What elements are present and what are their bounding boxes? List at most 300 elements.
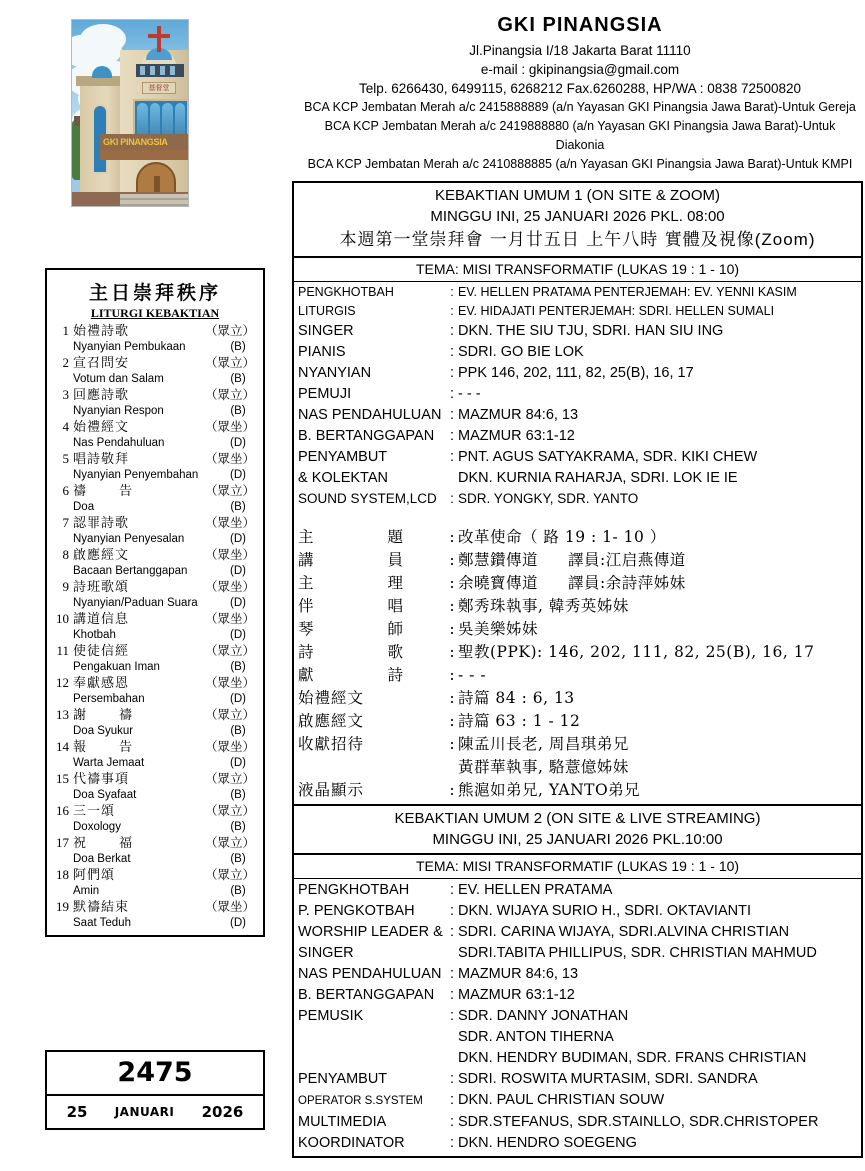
service-detail-row <box>294 964 861 985</box>
liturgy-item-indonesian: Bacaan Bertanggapan <box>73 565 188 577</box>
service-detail-value: EV. HELLEN PRATAMA PENTERJEMAH: EV. YENNI KASIM <box>458 285 797 299</box>
liturgy-order-panel <box>45 268 265 937</box>
service-detail-separator: : <box>449 323 455 339</box>
liturgy-item-indonesian-row <box>53 788 255 803</box>
liturgy-item-posture: （眾立） <box>204 771 255 786</box>
service-detail-value-chinese: 熊滬如弟兄, YANTO弟兄 <box>458 781 641 799</box>
liturgy-item-indonesian-row <box>53 468 255 483</box>
service-detail-row-chinese <box>294 687 861 710</box>
service-detail-separator: : <box>449 574 455 592</box>
liturgy-item-indonesian-row <box>53 404 255 419</box>
service-detail-value-chinese: 黃群華執事, 駱薏億姊妹 <box>458 758 629 776</box>
liturgy-item-language-code: (D) <box>230 597 246 609</box>
church-signage: GKI PINANGSIA <box>100 134 189 150</box>
service-detail-value-chinese: 鄭慧鑽傳道 譯員:江启燕傳道 <box>458 551 686 569</box>
service-detail-label: SINGER <box>298 945 354 961</box>
service-detail-label-chinese <box>298 549 446 572</box>
liturgy-item-indonesian: Nyanyian Penyesalan <box>73 533 185 545</box>
service-detail-label-chinese <box>298 595 446 618</box>
liturgy-item-number: 9 <box>62 579 69 594</box>
service-detail-separator: : <box>449 597 455 615</box>
liturgy-item-posture: （眾坐） <box>204 419 255 434</box>
service1-detail-rows-chinese <box>294 525 861 804</box>
liturgy-item-chinese: 使徒信經 <box>73 644 130 659</box>
liturgy-item-number: 8 <box>62 547 69 562</box>
liturgy-item-chinese: 認罪詩歌 <box>73 516 130 531</box>
liturgy-item-chinese-row <box>53 579 255 596</box>
liturgy-item-language-code: (B) <box>230 373 246 385</box>
liturgy-item-indonesian-row <box>53 724 255 739</box>
service-detail-separator: : <box>449 903 455 919</box>
service-detail-row-chinese <box>294 572 861 595</box>
liturgy-item <box>47 739 263 771</box>
liturgy-item-chinese-row <box>53 867 255 884</box>
service-detail-separator: : <box>449 528 455 546</box>
service-detail-translator-chinese: 譯員:余詩萍姊妹 <box>568 574 686 592</box>
service-detail-separator: : <box>449 449 455 465</box>
liturgy-item-indonesian: Warta Jemaat <box>73 757 145 769</box>
liturgy-item-indonesian: Amin <box>73 885 100 897</box>
liturgy-item-indonesian: Nyanyian Respon <box>73 405 164 417</box>
liturgy-item <box>47 515 263 547</box>
service1-title: KEBAKTIAN UMUM 1 (ON SITE & ZOOM) <box>434 187 721 204</box>
liturgy-item-number: 14 <box>56 739 69 754</box>
liturgy-item-indonesian-row <box>53 628 255 643</box>
service-detail-label-chinese <box>298 641 446 664</box>
service-detail-label: KOORDINATOR <box>298 1135 405 1151</box>
label-char-second: 題 <box>387 528 404 546</box>
service-detail-label: SOUND SYSTEM,LCD <box>298 491 437 506</box>
service-detail-value: SDR.STEFANUS, SDR.STAINLLO, SDR.CHRISTOPER <box>458 1114 819 1130</box>
service-detail-separator: : <box>449 924 455 940</box>
liturgy-item-chinese: 謝 禱 <box>73 708 143 723</box>
liturgy-item <box>47 835 263 867</box>
service-detail-value: SDRI. GO BIE LOK <box>458 344 584 360</box>
service-detail-label: NYANYIAN <box>298 365 372 381</box>
label-char-first: 琴 <box>298 620 315 638</box>
liturgy-item-indonesian: Saat Teduh <box>73 917 131 929</box>
liturgy-item-number: 13 <box>56 707 69 722</box>
liturgy-item-number: 10 <box>56 611 69 626</box>
service-detail-label: B. BERTANGGAPAN <box>298 987 435 1003</box>
service-detail-value: DKN. HENDRY BUDIMAN, SDR. FRANS CHRISTIAN <box>458 1050 807 1066</box>
liturgy-item-language-code: (D) <box>230 757 246 769</box>
liturgy-item <box>47 771 263 803</box>
service-detail-separator: : <box>449 882 455 898</box>
liturgy-item-chinese: 三一頌 <box>73 804 116 819</box>
liturgy-item-indonesian: Doa <box>73 501 95 513</box>
liturgy-item-posture: （眾坐） <box>204 739 255 754</box>
service-detail-separator: : <box>449 735 455 753</box>
liturgy-item-chinese-row <box>53 323 255 340</box>
service-detail-value: SDR. ANTON TIHERNA <box>458 1029 614 1045</box>
service-detail-value: MAZMUR 63:1-12 <box>458 987 575 1003</box>
service-detail-value-chinese: - - - <box>458 666 487 684</box>
liturgy-item-language-code: (D) <box>230 533 246 545</box>
church-email: e-mail : gkipinangsia@gmail.com <box>480 62 680 77</box>
entrance-canopy <box>100 150 189 160</box>
liturgy-item <box>47 867 263 899</box>
service-detail-separator: : <box>450 285 454 299</box>
liturgy-item-indonesian: Khotbah <box>73 629 116 641</box>
belfry-band <box>136 64 184 77</box>
liturgy-item-chinese: 阿們頌 <box>73 868 116 883</box>
liturgy-item <box>47 387 263 419</box>
service1-zoom-label: (Zoom) <box>754 230 816 249</box>
liturgy-item-chinese: 始禮經文 <box>73 420 130 435</box>
service-detail-row <box>294 985 861 1006</box>
liturgy-item-indonesian-row <box>53 820 255 835</box>
liturgy-item-indonesian-row <box>53 884 255 899</box>
service1-datetime-chinese-text: 本週第一堂崇拜會 一月廿五日 上午八時 實體及視像 <box>339 230 755 250</box>
liturgy-item-indonesian: Nyanyian/Paduan Suara <box>73 597 198 609</box>
service-detail-value-chinese: 詩篇 63 : 1 - 12 <box>458 712 581 730</box>
liturgy-item <box>47 451 263 483</box>
label-char-first: 主 <box>298 574 315 592</box>
service-detail-value: DKN. THE SIU TJU, SDRI. HAN SIU ING <box>458 323 724 339</box>
service-detail-label: PENGKHOTBAH <box>298 285 394 299</box>
service-detail-value: SDR. YONGKY, SDR. YANTO <box>458 491 639 506</box>
chinese-plaque: 基督堂 <box>142 82 176 94</box>
label-char-second: 師 <box>387 620 404 638</box>
liturgy-item-language-code: (D) <box>230 629 246 641</box>
service-detail-value: DKN. WIJAYA SURIO H., SDRI. OKTAVIANTI <box>458 903 751 919</box>
liturgy-item-language-code: (B) <box>230 501 246 513</box>
services-table <box>292 181 863 1158</box>
service-detail-value: MAZMUR 84:6, 13 <box>458 407 579 423</box>
service-detail-label-chinese <box>298 572 446 595</box>
label-char-first: 主 <box>298 528 315 546</box>
liturgy-item-indonesian-row <box>53 564 255 579</box>
service-detail-label-chinese: 始禮經文 <box>298 689 365 707</box>
bulletin-date-row <box>47 1096 263 1128</box>
liturgy-item-chinese-row <box>53 803 255 820</box>
service-detail-separator: : <box>449 1114 455 1130</box>
cross-icon <box>157 26 161 52</box>
service1-theme: TEMA: MISI TRANSFORMATIF (LUKAS 19 : 1 - 10) <box>294 258 861 282</box>
liturgy-item-chinese-row <box>53 547 255 564</box>
liturgy-item-chinese-row <box>53 611 255 628</box>
liturgy-item-language-code: (D) <box>230 917 246 929</box>
liturgy-item-chinese-row <box>53 643 255 660</box>
service-detail-label: PEMUSIK <box>298 1008 364 1024</box>
service-detail-row-chinese <box>294 664 861 687</box>
service-detail-separator: : <box>449 386 455 402</box>
service-detail-label: PENYAMBUT <box>298 449 388 465</box>
liturgy-item-chinese-row <box>53 451 255 468</box>
liturgy-item-number: 17 <box>56 835 69 850</box>
service-detail-value: SDR. DANNY JONATHAN <box>458 1008 629 1024</box>
service-detail-row <box>294 426 861 447</box>
service-detail-label-chinese: 收獻招待 <box>298 735 365 753</box>
liturgy-item-indonesian: Doa Syafaat <box>73 789 137 801</box>
service-detail-label-chinese: 啟應經文 <box>298 712 365 730</box>
label-char-first: 講 <box>298 551 315 569</box>
liturgy-item-language-code: (B) <box>230 885 246 897</box>
liturgy-item-indonesian-row <box>53 756 255 771</box>
liturgy-item-indonesian: Doa Berkat <box>73 853 131 865</box>
liturgy-item-posture: （眾坐） <box>204 515 255 530</box>
liturgy-item-chinese-row <box>53 675 255 692</box>
service-detail-value: EV. HIDAJATI PENTERJEMAH: SDRI. HELLEN SUMALI <box>458 304 775 318</box>
label-char-second: 詩 <box>387 666 404 684</box>
liturgy-item-language-code: (B) <box>230 853 246 865</box>
liturgy-item-indonesian-row <box>53 372 255 387</box>
service-detail-row <box>294 1048 861 1069</box>
liturgy-item <box>47 355 263 387</box>
service-detail-value: PPK 146, 202, 111, 82, 25(B), 16, 17 <box>458 365 694 381</box>
service-detail-row <box>294 468 861 489</box>
entrance-steps <box>120 194 189 206</box>
liturgy-item-number: 1 <box>62 323 69 338</box>
service-detail-value-chinese: 鄭秀珠執事, 韓秀英姊妹 <box>458 597 629 615</box>
liturgy-item-language-code: (B) <box>230 661 246 673</box>
liturgy-title-chinese: 主日崇拜秩序 <box>88 282 221 304</box>
liturgy-item-chinese-row <box>53 835 255 852</box>
liturgy-item-number: 15 <box>56 771 69 786</box>
service-detail-separator: : <box>449 620 455 638</box>
liturgy-item-indonesian-row <box>53 660 255 675</box>
liturgy-item-chinese-row <box>53 483 255 500</box>
label-char-second: 員 <box>387 551 404 569</box>
service-detail-label: & KOLEKTAN <box>298 470 388 486</box>
service-detail-row <box>294 321 861 342</box>
service-detail-label: NAS PENDAHULUAN <box>298 966 442 982</box>
service2-title: KEBAKTIAN UMUM 2 (ON SITE & LIVE STREAMING) <box>394 810 761 827</box>
service-detail-separator: : <box>449 643 455 661</box>
liturgy-item-posture: （眾立） <box>204 387 255 402</box>
service-detail-row <box>294 943 861 964</box>
liturgy-item-chinese: 唱詩敬拜 <box>73 452 130 467</box>
service-detail-row <box>294 302 861 321</box>
liturgy-item <box>47 611 263 643</box>
service2-detail-rows <box>294 879 861 1156</box>
liturgy-item <box>47 675 263 707</box>
service-detail-row <box>294 922 861 943</box>
service-detail-label-chinese <box>298 618 446 641</box>
liturgy-item-chinese: 啟應經文 <box>73 548 130 563</box>
liturgy-item-language-code: (B) <box>230 341 246 353</box>
church-building-photo <box>71 19 189 207</box>
service-detail-label: WORSHIP LEADER & <box>298 924 443 940</box>
liturgy-subtitle: LITURGI KEBAKTIAN <box>90 306 220 320</box>
service-detail-value-chinese: 聖教(PPK): 146, 202, 111, 82, 25(B), 16, 17 <box>458 643 815 661</box>
liturgy-item-chinese: 奉獻感恩 <box>73 676 130 691</box>
liturgy-item-indonesian: Persembahan <box>73 693 145 705</box>
liturgy-item-number: 16 <box>56 803 69 818</box>
service-detail-value-chinese: 改革使命（ 路 19 : 1- 10 ） <box>458 528 666 546</box>
service-detail-row <box>294 880 861 901</box>
liturgy-item <box>47 899 263 931</box>
service-detail-separator: : <box>449 666 455 684</box>
service-detail-translator-chinese: 譯員:江启燕傳道 <box>568 551 686 569</box>
church-address: Jl.Pinangsia I/18 Jakarta Barat 11110 <box>469 43 691 58</box>
liturgy-item-indonesian: Votum dan Salam <box>73 373 164 385</box>
bank-account-gereja: BCA KCP Jembatan Merah a/c 2415888889 (a/n Yayasan GKI Pinangsia Jawa Barat)-Untuk Gereja <box>304 100 856 114</box>
service-detail-value-chinese: 余曉寶傳道 譯員:余詩萍姊妹 <box>458 574 686 592</box>
liturgy-item-chinese: 默禱結束 <box>73 900 130 915</box>
service-detail-row-chinese <box>294 526 861 549</box>
liturgy-item-chinese: 禱 告 <box>73 484 143 499</box>
service-detail-row-chinese <box>294 549 861 572</box>
service-detail-row-chinese <box>294 756 861 779</box>
service-detail-row <box>294 447 861 468</box>
liturgy-item-posture: （眾坐） <box>204 611 255 626</box>
liturgy-item-chinese: 代禱事項 <box>73 772 130 787</box>
liturgy-item-chinese-row <box>53 355 255 372</box>
bulletin-year: 2026 <box>201 1103 244 1121</box>
service-detail-value: SDRI.TABITA PHILLIPUS, SDR. CHRISTIAN MAHMUD <box>458 945 817 961</box>
liturgy-item-number: 3 <box>62 387 69 402</box>
service-detail-separator: : <box>449 551 455 569</box>
liturgy-item-number: 2 <box>62 355 69 370</box>
service-detail-value: SDRI. ROSWITA MURTASIM, SDRI. SANDRA <box>458 1071 758 1087</box>
service-detail-label: NAS PENDAHULUAN <box>298 407 442 423</box>
liturgy-item-indonesian-row <box>53 340 255 355</box>
label-char-second: 歌 <box>387 643 404 661</box>
service1-detail-rows <box>294 282 861 511</box>
service1-datetime-chinese <box>294 227 861 253</box>
service-detail-row <box>294 363 861 384</box>
liturgy-item-posture: （眾立） <box>204 483 255 498</box>
liturgy-item <box>47 483 263 515</box>
service2-datetime: MINGGU INI, 25 JANUARI 2026 PKL.10:00 <box>432 831 723 848</box>
service-detail-separator: : <box>449 1135 455 1151</box>
church-contact-block <box>300 14 860 174</box>
liturgy-item-chinese-row <box>53 419 255 436</box>
service-detail-separator: : <box>449 344 455 360</box>
service-detail-row <box>294 384 861 405</box>
service-detail-row <box>294 1027 861 1048</box>
service-detail-row <box>294 405 861 426</box>
liturgy-item-language-code: (D) <box>230 469 246 481</box>
liturgy-item-indonesian-row <box>53 436 255 451</box>
liturgy-item-chinese-row <box>53 515 255 532</box>
service-detail-label: PENYAMBUT <box>298 1071 388 1087</box>
liturgy-item-posture: （眾立） <box>204 835 255 850</box>
liturgy-item-chinese: 報 告 <box>73 740 143 755</box>
label-char-first: 伴 <box>298 597 315 615</box>
liturgy-item-language-code: (B) <box>230 405 246 417</box>
service-detail-label: LITURGIS <box>298 304 356 318</box>
service-detail-row-chinese <box>294 710 861 733</box>
service-detail-label: PIANIS <box>298 344 346 360</box>
service-detail-row-chinese <box>294 618 861 641</box>
service-detail-label-chinese: 液晶顯示 <box>298 781 365 799</box>
service-detail-separator: : <box>449 1071 455 1087</box>
bulletin-month: JANUARI <box>114 1105 175 1119</box>
service-detail-label-chinese <box>298 664 446 687</box>
service-detail-row-chinese <box>294 641 861 664</box>
liturgy-item <box>47 547 263 579</box>
liturgy-item-indonesian: Nyanyian Pembukaan <box>73 341 186 353</box>
liturgy-item-chinese: 詩班歌頌 <box>73 580 130 595</box>
service-detail-label-chinese <box>298 526 446 549</box>
service-detail-label: SINGER <box>298 323 354 339</box>
service-detail-label: PEMUJI <box>298 386 352 402</box>
liturgy-item-posture: （眾立） <box>204 707 255 722</box>
liturgy-item-number: 18 <box>56 867 69 882</box>
liturgy-item-chinese: 始禮詩歌 <box>73 324 130 339</box>
liturgy-item-language-code: (D) <box>230 437 246 449</box>
liturgy-item-posture: （眾坐） <box>204 579 255 594</box>
liturgy-item-indonesian: Pengakuan Iman <box>73 661 160 673</box>
bank-account-diakonia: BCA KCP Jembatan Merah a/c 2419888880 (a/n Yayasan GKI Pinangsia Jawa Barat)-Untuk Diakonia <box>324 119 836 152</box>
liturgy-item-posture: （眾坐） <box>204 451 255 466</box>
service-detail-separator: : <box>450 304 454 318</box>
service-detail-separator: : <box>449 365 455 381</box>
liturgy-item-chinese: 回應詩歌 <box>73 388 130 403</box>
liturgy-item-indonesian: Doa Syukur <box>73 725 134 737</box>
liturgy-item-language-code: (B) <box>230 789 246 801</box>
liturgy-item-language-code: (B) <box>230 821 246 833</box>
service-detail-row <box>294 283 861 302</box>
liturgy-item-number: 6 <box>62 483 69 498</box>
service-detail-value-chinese: 陳孟川長老, 周昌琪弟兄 <box>458 735 629 753</box>
liturgy-item-chinese-row <box>53 707 255 724</box>
liturgy-item-posture: （眾坐） <box>204 899 255 914</box>
liturgy-item-posture: （眾立） <box>204 355 255 370</box>
service-detail-value: SDRI. CARINA WIJAYA, SDRI.ALVINA CHRISTIAN <box>458 924 790 940</box>
liturgy-item-indonesian-row <box>53 500 255 515</box>
liturgy-item-language-code: (B) <box>230 725 246 737</box>
label-char-second: 唱 <box>387 597 404 615</box>
service-detail-separator: : <box>449 781 455 799</box>
liturgy-item-language-code: (D) <box>230 693 246 705</box>
liturgy-item-indonesian-row <box>53 852 255 867</box>
service-detail-separator: : <box>449 966 455 982</box>
liturgy-item-number: 4 <box>62 419 69 434</box>
service-detail-row <box>294 1133 861 1154</box>
service-detail-row <box>294 1112 861 1133</box>
label-char-second: 理 <box>387 574 404 592</box>
liturgy-item-chinese: 宣召問安 <box>73 356 130 371</box>
service-detail-label: OPERATOR S.SYSTEM <box>298 1095 423 1107</box>
liturgy-item-posture: （眾立） <box>204 323 255 338</box>
liturgy-item <box>47 803 263 835</box>
liturgy-item-indonesian: Nyanyian Penyembahan <box>73 469 199 481</box>
service1-header <box>294 183 861 258</box>
liturgy-item-chinese: 講道信息 <box>73 612 130 627</box>
liturgy-item-list <box>47 323 263 931</box>
liturgy-item-chinese-row <box>53 387 255 404</box>
liturgy-item-number: 11 <box>56 643 69 658</box>
service-detail-label: PENGKHOTBAH <box>298 882 410 898</box>
church-name: GKI PINANGSIA <box>497 14 663 36</box>
label-char-first: 獻 <box>298 666 315 684</box>
label-char-first: 詩 <box>298 643 315 661</box>
service-detail-value: MAZMUR 84:6, 13 <box>458 966 579 982</box>
service-detail-label: MULTIMEDIA <box>298 1114 387 1130</box>
liturgy-item <box>47 419 263 451</box>
liturgy-item-chinese-row <box>53 771 255 788</box>
liturgy-item-indonesian-row <box>53 916 255 931</box>
liturgy-item-indonesian: Doxology <box>73 821 121 833</box>
service-detail-value: DKN. HENDRO SOEGENG <box>458 1135 637 1151</box>
service1-datetime: MINGGU INI, 25 JANUARI 2026 PKL. 08:00 <box>430 208 725 225</box>
service-detail-row <box>294 901 861 922</box>
liturgy-item-number: 19 <box>56 899 69 914</box>
liturgy-item-chinese-row <box>53 739 255 756</box>
bulletin-day: 25 <box>66 1103 88 1121</box>
page-header <box>0 0 865 180</box>
liturgy-item <box>47 323 263 355</box>
bulletin-number-box <box>45 1050 265 1130</box>
liturgy-item-number: 5 <box>62 451 69 466</box>
service-detail-separator: : <box>449 1092 455 1108</box>
liturgy-item-indonesian: Nas Pendahuluan <box>73 437 165 449</box>
liturgy-item <box>47 579 263 611</box>
